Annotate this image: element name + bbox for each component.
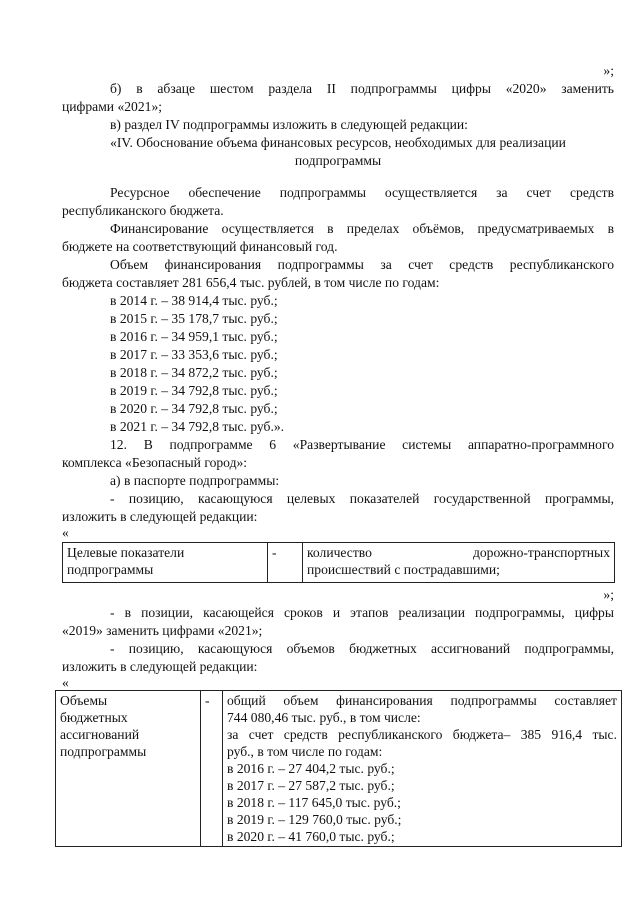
volumes-value-line: в 2019 г. – 129 760,0 тыс. руб.; bbox=[227, 812, 402, 827]
year-item: в 2016 г. – 34 959,1 тыс. руб.; bbox=[110, 329, 278, 344]
targets-label-cell bbox=[63, 543, 268, 583]
volumes-value-cell bbox=[223, 691, 622, 847]
position-volumes-line1: - позицию, касающуюся объемов бюджетных ассигнований подпрограммы, bbox=[110, 641, 614, 656]
targets-value-line1: количество дорожно-транспортных bbox=[307, 545, 610, 560]
targets-value-line2: происшествий с пострадавшими; bbox=[307, 562, 500, 577]
position-terms-line2: «2019» заменить цифрами «2021»; bbox=[62, 623, 263, 638]
table-row bbox=[63, 543, 615, 583]
targets-table bbox=[62, 542, 615, 583]
year-item: в 2014 г. – 38 914,4 тыс. руб.; bbox=[110, 293, 278, 308]
targets-dash: - bbox=[272, 545, 277, 560]
year-item: в 2021 г. – 34 792,8 тыс. руб.». bbox=[110, 419, 285, 434]
volumes-value-line: руб., в том числе по годам: bbox=[227, 744, 383, 759]
targets-label-line2: подпрограммы bbox=[67, 562, 154, 577]
volumes-value-line: в 2020 г. – 41 760,0 тыс. руб.; bbox=[227, 829, 395, 844]
financing-para-line1: Финансирование осуществляется в пределах объёмов, предусматриваемых в bbox=[110, 221, 614, 236]
targets-label-line1: Целевые показатели bbox=[67, 545, 185, 560]
targets-dash-cell bbox=[268, 543, 303, 583]
volumes-table bbox=[55, 690, 622, 847]
financing-para-line2: бюджете на соответствующий финансовый год. bbox=[62, 239, 338, 254]
position-targets-line2: изложить в следующей редакции: bbox=[62, 509, 258, 524]
volumes-value-line: общий объем финансирования подпрограммы составляет bbox=[227, 693, 617, 708]
open-quote-2: « bbox=[62, 675, 69, 690]
volume-para-line2: бюджета составляет 281 656,4 тыс. рублей, в том числе по годам: bbox=[62, 275, 440, 290]
volumes-value-line: за счет средств республиканского бюджета– 385 916,4 тыс. bbox=[227, 727, 617, 742]
volumes-label-line: Объемы bbox=[60, 693, 108, 708]
position-terms-line1: - в позиции, касающейся сроков и этапов реализации подпрограммы, цифры bbox=[110, 605, 614, 620]
para-b-line2: цифрами «2021»; bbox=[62, 99, 163, 114]
year-item: в 2019 г. – 34 792,8 тыс. руб.; bbox=[110, 383, 278, 398]
item12-line2: комплекса «Безопасный город»: bbox=[62, 455, 248, 470]
resource-para-line1: Ресурсное обеспечение подпрограммы осуществляется за счет средств bbox=[110, 185, 614, 200]
item12-line1: 12. В подпрограмме 6 «Развертывание системы аппаратно-программного bbox=[110, 437, 614, 452]
year-item: в 2020 г. – 34 792,8 тыс. руб.; bbox=[110, 401, 278, 416]
volumes-value-line: 744 080,46 тыс. руб., в том числе: bbox=[227, 710, 421, 725]
para-v: в) раздел IV подпрограммы изложить в следующей редакции: bbox=[110, 117, 468, 132]
para-b-line1: б) в абзаце шестом раздела II подпрограммы цифры «2020» заменить bbox=[110, 81, 614, 96]
targets-value-cell bbox=[303, 543, 615, 583]
year-item: в 2018 г. – 34 872,2 тыс. руб.; bbox=[110, 365, 278, 380]
volumes-label-line: подпрограммы bbox=[60, 744, 147, 759]
open-quote-1: « bbox=[62, 525, 69, 540]
resource-para-line2: республиканского бюджета. bbox=[62, 203, 224, 218]
volumes-value-line: в 2018 г. – 117 645,0 тыс. руб.; bbox=[227, 795, 401, 810]
position-targets-line1: - позицию, касающуюся целевых показателей государственной программы, bbox=[110, 491, 614, 506]
section-title-line2: подпрограммы bbox=[294, 153, 382, 168]
closing-quote-top: »; bbox=[603, 63, 614, 78]
close-quote-1: »; bbox=[603, 587, 614, 602]
year-item: в 2017 г. – 33 353,6 тыс. руб.; bbox=[110, 347, 278, 362]
year-item: в 2015 г. – 35 178,7 тыс. руб.; bbox=[110, 311, 278, 326]
volumes-dash: - bbox=[205, 693, 210, 708]
volumes-dash-cell bbox=[201, 691, 223, 847]
volume-para-line1: Объем финансирования подпрограммы за счет средств республиканского bbox=[110, 257, 614, 272]
volumes-label-line: ассигнований bbox=[60, 727, 140, 742]
position-volumes-line2: изложить в следующей редакции: bbox=[62, 659, 258, 674]
volumes-value-line: в 2017 г. – 27 587,2 тыс. руб.; bbox=[227, 778, 395, 793]
item-a: а) в паспорте подпрограммы: bbox=[110, 473, 280, 488]
volumes-label-line: бюджетных bbox=[60, 710, 128, 725]
volumes-value-line: в 2016 г. – 27 404,2 тыс. руб.; bbox=[227, 761, 395, 776]
volumes-label-cell bbox=[56, 691, 201, 847]
section-title-line1: «IV. Обоснование объема финансовых ресурсов, необходимых для реализации bbox=[110, 135, 566, 150]
table-row bbox=[56, 691, 622, 847]
